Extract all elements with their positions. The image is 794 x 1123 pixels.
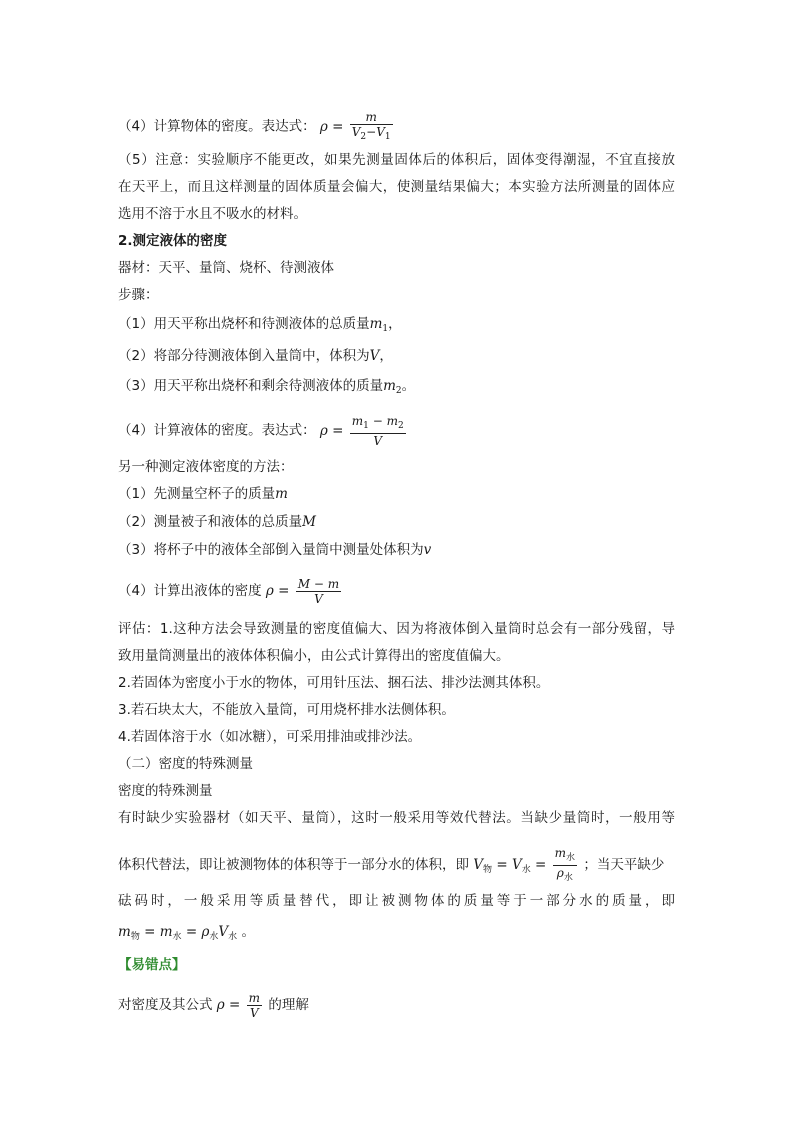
step3-liquid: （3）用天平称出烧杯和剩余待测液体的质量$m_2$。 [118, 378, 416, 396]
section-heading-special: （二）密度的特殊测量 [118, 756, 253, 772]
step4-solid-density: （4）计算物体的密度。表达式： ρ = $\frac{m}{V_2-V_1}$ [118, 110, 395, 144]
eval-point3: 3.若石块太大，不能放入量筒，可用烧杯排水法侧体积。 [118, 702, 455, 718]
special-para-line1: 有时缺少实验器材（如天平、量筒），这时一般采用等效代替法。当缺少量筒时，一般用等 [118, 810, 675, 826]
alt-method-heading: 另一种测定液体密度的方法： [118, 459, 294, 475]
alt-step2: （2）测量被子和液体的总质量M [118, 514, 316, 530]
step4-liquid-density: （4）计算液体的密度。表达式： ρ = $\frac{m_1 - m_2}{V}$ [118, 414, 408, 448]
steps-label: 步骤： [118, 287, 159, 303]
alt-step3: （3）将杯子中的液体全部倒入量筒中测量处体积为v [118, 542, 432, 558]
note-paragraph-line1: （5）注意：实验顺序不能更改，如果先测量固体后的体积后，固体变得潮湿，不宜直接放 [118, 152, 675, 168]
equipment-line: 器材：天平、量筒、烧杯、待测液体 [118, 260, 334, 276]
formula-liquid-density: ρ = $\frac{m_1 - m_2}{V}$ [319, 414, 404, 448]
formula-alt-density: ρ = $\frac{M - m}{V}$ [265, 577, 340, 606]
formula-mass-substitution: $m_物 = m_水 = \rho_水V_水$ [118, 924, 238, 942]
note-paragraph-line3: 选用不溶于水且不吸水的材料。 [118, 206, 307, 222]
special-para-line2: 体积代替法，即让被测物体的体积等于一部分水的体积，即 $V_物 = V_水$ = $\frac{m_水}{\rho_水}$ ；当天平缺少 [118, 846, 665, 883]
formula-solid-density: ρ = $\frac{m}{V_2-V_1}$ [319, 110, 391, 142]
alt-step1: （1）先测量空杯子的质量m [118, 486, 288, 502]
special-para-line4: $m_物 = m_水 = \rho_水V_水$ 。 [118, 924, 255, 942]
evaluation-line1: 评估：1.这种方法会导致测量的密度值偏大、因为将液体倒入量筒时总会有一部分残留，导 [118, 621, 675, 637]
section-heading-liquid: 2.测定液体的密度 [118, 233, 228, 249]
evaluation-line2: 致用量筒测量出的液体体积偏小，由公式计算得出的密度值偏大。 [118, 648, 510, 664]
step2-liquid: （2）将部分待测液体倒入量筒中，体积为V， [118, 348, 393, 364]
formula-volume-substitution: $V_物 = V_水$ = $\frac{m_水}{\rho_水}$ [473, 846, 576, 883]
special-para-line3: 砝码时，一般采用等质量替代，即让被测物体的质量等于一部分水的质量，即 [118, 893, 675, 909]
step1-liquid: （1）用天平称出烧杯和待测液体的总质量$m_1$， [118, 316, 402, 334]
eval-point4: 4.若固体溶于水（如冰糖），可采用排油或排沙法。 [118, 729, 422, 745]
formula-density-definition: ρ = $\frac{m}{V}$ [216, 991, 261, 1020]
understanding-line: 对密度及其公式 ρ = $\frac{m}{V}$ 的理解 [118, 991, 309, 1020]
alt-step4: （4）计算出液体的密度 ρ = $\frac{M - m}{V}$ [118, 577, 343, 606]
error-prone-heading: 【易错点】 [118, 957, 186, 973]
special-subheading: 密度的特殊测量 [118, 783, 213, 799]
eval-point2: 2.若固体为密度小于水的物体，可用针压法、捆石法、排沙法测其体积。 [118, 675, 550, 691]
note-paragraph-line2: 在天平上，而且这样测量的固体质量会偏大，使测量结果偏大；本实验方法所测量的固体应 [118, 179, 675, 195]
